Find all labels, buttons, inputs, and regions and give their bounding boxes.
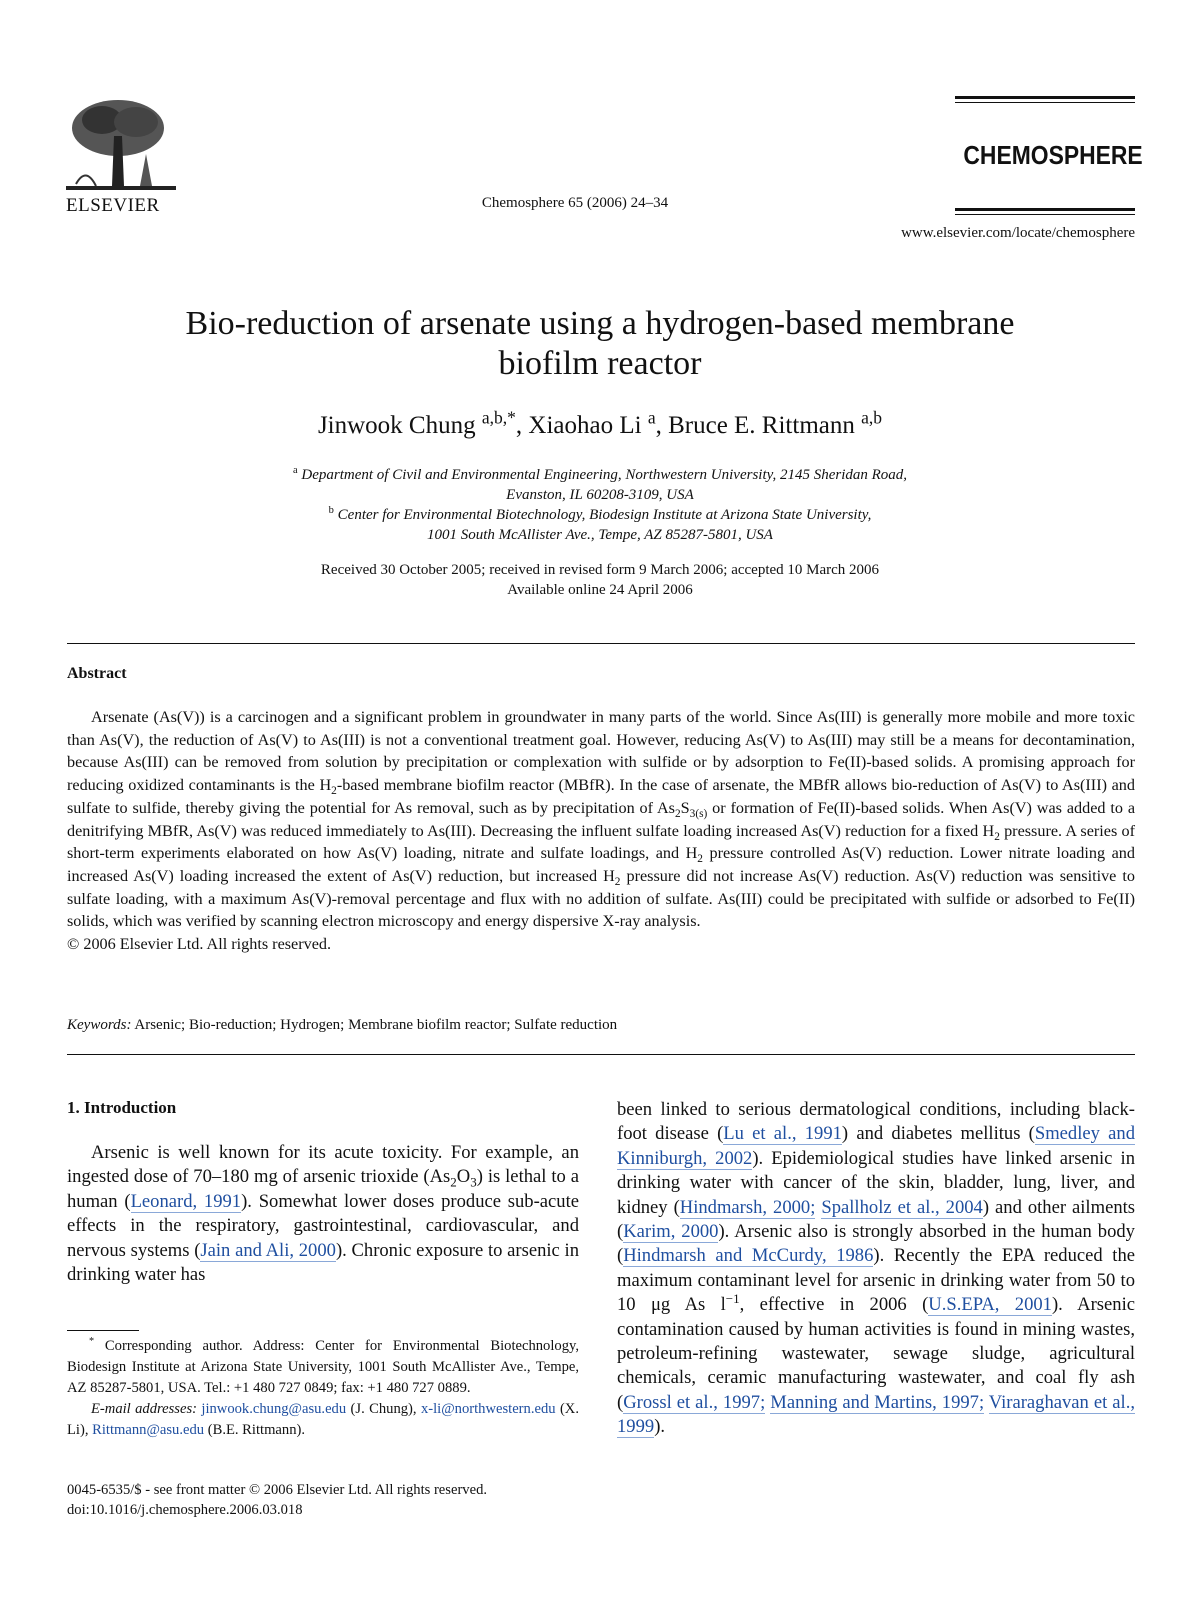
body-text: ). <box>654 1416 666 1438</box>
body-text: been linked to serious dermatological conditions, including black-foot disease ( <box>617 1099 1135 1145</box>
title-line-2: biofilm reactor <box>498 345 702 382</box>
body-text: ). Chronic exposure to arsenic in drinking water has <box>67 1239 579 1286</box>
header-rule-bottom <box>955 208 1135 211</box>
email-link[interactable]: Rittmann@asu.edu <box>92 1422 205 1438</box>
superscript: −1 <box>725 1291 740 1307</box>
author-affiliation: a <box>647 407 656 428</box>
abstract-text: pressure did not increase As(V) reduction. As(V) reduction was sensitive to sulfate loading, with a maximum As(V)-removal percentage and flux with no addition of sulfate. As(III) could be precipitated with sulfide or adsorbed to Fe(II) solids, which was verified by scanning electron microscopy and energy dispersive X-ray analysis. <box>67 866 1135 931</box>
abstract-text: pressure. A series of short-term experiments elaborated on how As(V) loading, nitrate and sulfate loadings, and H <box>67 821 1135 863</box>
reference-link[interactable]: Leonard, 1991 <box>130 1190 242 1212</box>
affiliation-b-line2: 1001 South McAllister Ave., Tempe, AZ 85287-5801, USA <box>427 527 773 543</box>
footnote <box>67 1336 579 1441</box>
author-affiliation: a,b <box>861 407 883 428</box>
received-dates: Received 30 October 2005; received in revised form 9 March 2006; accepted 10 March 2006 <box>320 562 880 578</box>
journal-name: CHEMOSPHERE <box>963 140 1143 170</box>
email-link[interactable]: jinwook.chung@asu.edu <box>201 1401 347 1417</box>
affiliations <box>150 465 1050 545</box>
author-affiliation: a,b, <box>481 407 508 428</box>
front-matter <box>67 1480 627 1520</box>
footnote-marker: * <box>89 1336 95 1348</box>
footnote-text: (J. Chung), <box>346 1401 421 1417</box>
affiliation-a-line2: Evanston, IL 60208-3109, USA <box>506 487 694 503</box>
header-rule-bottom2 <box>955 214 1135 215</box>
subscript: 2 <box>674 808 681 821</box>
footnote-rule <box>67 1330 139 1331</box>
author-name: Jinwook Chung <box>317 412 476 439</box>
body-text: ). Somewhat lower doses produce sub-acute effects in the respiratory, gastrointestinal, cardiovascular, and nervous systems ( <box>67 1190 579 1261</box>
header-rule-top <box>955 96 1135 99</box>
elsevier-tree-logo-icon <box>66 96 176 192</box>
author-name: Xiaohao Li <box>528 412 642 439</box>
reference-link[interactable]: Jain and Ali, 2000 <box>200 1239 336 1261</box>
journal-url[interactable]: www.elsevier.com/locate/chemosphere <box>901 225 1135 241</box>
footnote-text: (X. Li), <box>67 1401 579 1438</box>
body-text: ). Epidemiological studies have linked arsenic in drinking water with cancer of the skin, bladder, lung, liver, and kidney ( <box>617 1147 1135 1218</box>
body-text: Arsenic is well known for its acute toxicity. For example, an ingested dose of 70–180 mg of arsenic trioxide (As <box>67 1142 579 1188</box>
abstract-text: or formation of Fe(II)-based solids. When As(V) was added to a denitrifying MBfR, As(V) was reduced immediately to As(III). Decreasing the influent sulfate loading increased As(V) reduction for a fixed H <box>67 798 1136 840</box>
subscript: 2 <box>450 1175 457 1191</box>
body-text: ). Recently the EPA reduced the maximum contaminant level for arsenic in drinking water from 50 to 10 μg As l <box>617 1245 1135 1316</box>
journal-citation: Chemosphere 65 (2006) 24–34 <box>481 195 669 211</box>
reference-link[interactable]: Hindmarsh, 2000; <box>679 1196 816 1218</box>
intro-right-column <box>617 1098 1135 1440</box>
abstract-text: Arsenate (As(V)) is a carcinogen and a significant problem in groundwater in many parts of the world. Since As(III) is generally more mobile and more toxic than As(V), the reduction of As(V) to As(III) is not a conventional treatment goal. However, reducing As(V) to As(III) may still be a means for decontamination, because As(III) can be removed from solution by precipitation or complexation with sulfide or by adsorption to Fe(II)-based solids. A promising approach for reducing oxidized contaminants is the H <box>67 708 1135 795</box>
body-text: ). Arsenic contamination caused by human activities is found in mining wastes, petroleum-refining wastewater, sewage sludge, agricultural chemicals, ceramic manufacturing wastewater, and coal fly ash ( <box>617 1294 1135 1413</box>
reference-link[interactable]: Lu et al., 1991 <box>723 1123 842 1145</box>
keywords-label: Keywords: <box>67 1017 132 1033</box>
reference-link[interactable]: Karim, 2000 <box>623 1221 719 1243</box>
affiliation-label: b <box>328 505 334 516</box>
publisher-name: ELSEVIER <box>66 195 160 216</box>
reference-link[interactable]: Smedley and Kinniburgh, 2002 <box>617 1123 1135 1169</box>
rule-above-abstract <box>67 643 1135 644</box>
reference-link[interactable]: Hindmarsh and McCurdy, 1986 <box>623 1245 874 1267</box>
body-text: ) is lethal to a human ( <box>67 1166 579 1212</box>
paper-title <box>80 304 1120 384</box>
email-label: E-mail addresses: <box>91 1401 197 1417</box>
affiliation-b-line1: Center for Environmental Biotechnology, Biodesign Institute at Arizona State University, <box>337 507 872 523</box>
header-rule-top2 <box>955 102 1135 103</box>
abstract-body <box>67 706 1135 956</box>
email-link[interactable]: x-li@northwestern.edu <box>420 1401 556 1417</box>
subscript: 2 <box>614 876 621 889</box>
subscript: 3(s) <box>689 808 708 821</box>
elsevier-logo <box>66 96 176 216</box>
body-text: , effective in 2006 ( <box>739 1294 929 1316</box>
abstract-text: S <box>680 798 690 817</box>
affiliation-a-line1: Department of Civil and Environmental Engineering, Northwestern University, 2145 Sheridan Road, <box>301 467 908 483</box>
footnote-text: Corresponding author. Address: Center for Environmental Biotechnology, Biodesign Institute at Arizona State University, 1001 South McAllister Ave., Tempe, AZ 85287-5801, USA. Tel.: +1 480 727 0849; fax: +1 480 727 0889. <box>67 1338 579 1396</box>
subscript: 2 <box>697 853 703 866</box>
author-list: Jinwook Chung $^{a,b,*}$, Xiaohao Li $^a$, Bruce E. Rittmann $^{a,b}$ <box>317 407 883 439</box>
online-date: Available online 24 April 2006 <box>507 582 693 598</box>
reference-link[interactable]: Grossl et al., 1997; <box>623 1391 766 1413</box>
reference-link[interactable]: U.S.EPA, 2001 <box>928 1294 1052 1316</box>
article-dates <box>150 560 1050 600</box>
abstract-copyright: © 2006 Elsevier Ltd. All rights reserved. <box>67 935 332 954</box>
body-text: ). Arsenic also is strongly absorbed in the human body ( <box>617 1221 1135 1267</box>
abstract-heading: Abstract <box>67 665 127 682</box>
abstract-text: -based membrane biofilm reactor (MBfR). In the case of arsenate, the MBfR allows bio-reduction of As(V) to As(III) and sulfate to sulfide, thereby giving the potential for As removal, such as by precipitation of As <box>67 776 1135 817</box>
footnote-text: (B.E. Rittmann). <box>204 1422 306 1438</box>
reference-link[interactable]: Manning and Martins, 1997; <box>770 1391 985 1413</box>
doi-line: doi:10.1016/j.chemosphere.2006.03.018 <box>67 1502 303 1518</box>
author-name: Bruce E. Rittmann <box>668 412 855 439</box>
body-text: ) and other ailments ( <box>617 1196 1136 1243</box>
title-line-1: Bio-reduction of arsenate using a hydrogen-based membrane <box>185 305 1015 342</box>
subscript: 2 <box>331 785 337 798</box>
subscript: 2 <box>994 830 1000 843</box>
body-text: ) and diabetes mellitus ( <box>841 1123 1035 1145</box>
corresponding-marker[interactable]: * <box>507 407 516 428</box>
reference-link[interactable]: Viraraghavan et al., 1999 <box>617 1391 1135 1438</box>
affiliation-label: a <box>292 465 298 476</box>
intro-heading: 1. Introduction <box>67 1098 177 1117</box>
rule-below-abstract <box>67 1054 1135 1055</box>
keywords-text: Arsenic; Bio-reduction; Hydrogen; Membrane biofilm reactor; Sulfate reduction <box>134 1017 618 1033</box>
intro-left-column <box>67 1141 579 1287</box>
abstract-text: pressure controlled As(V) reduction. Lower nitrate loading and increased As(V) loading increased the extent of As(V) reduction, but increased H <box>67 844 1135 885</box>
reference-link[interactable]: Spallholz et al., 2004 <box>821 1196 983 1218</box>
keywords <box>67 1017 1135 1034</box>
issn-line: 0045-6535/$ - see front matter © 2006 Elsevier Ltd. All rights reserved. <box>67 1482 488 1498</box>
subscript: 3 <box>470 1175 477 1191</box>
body-text: O <box>456 1166 471 1188</box>
